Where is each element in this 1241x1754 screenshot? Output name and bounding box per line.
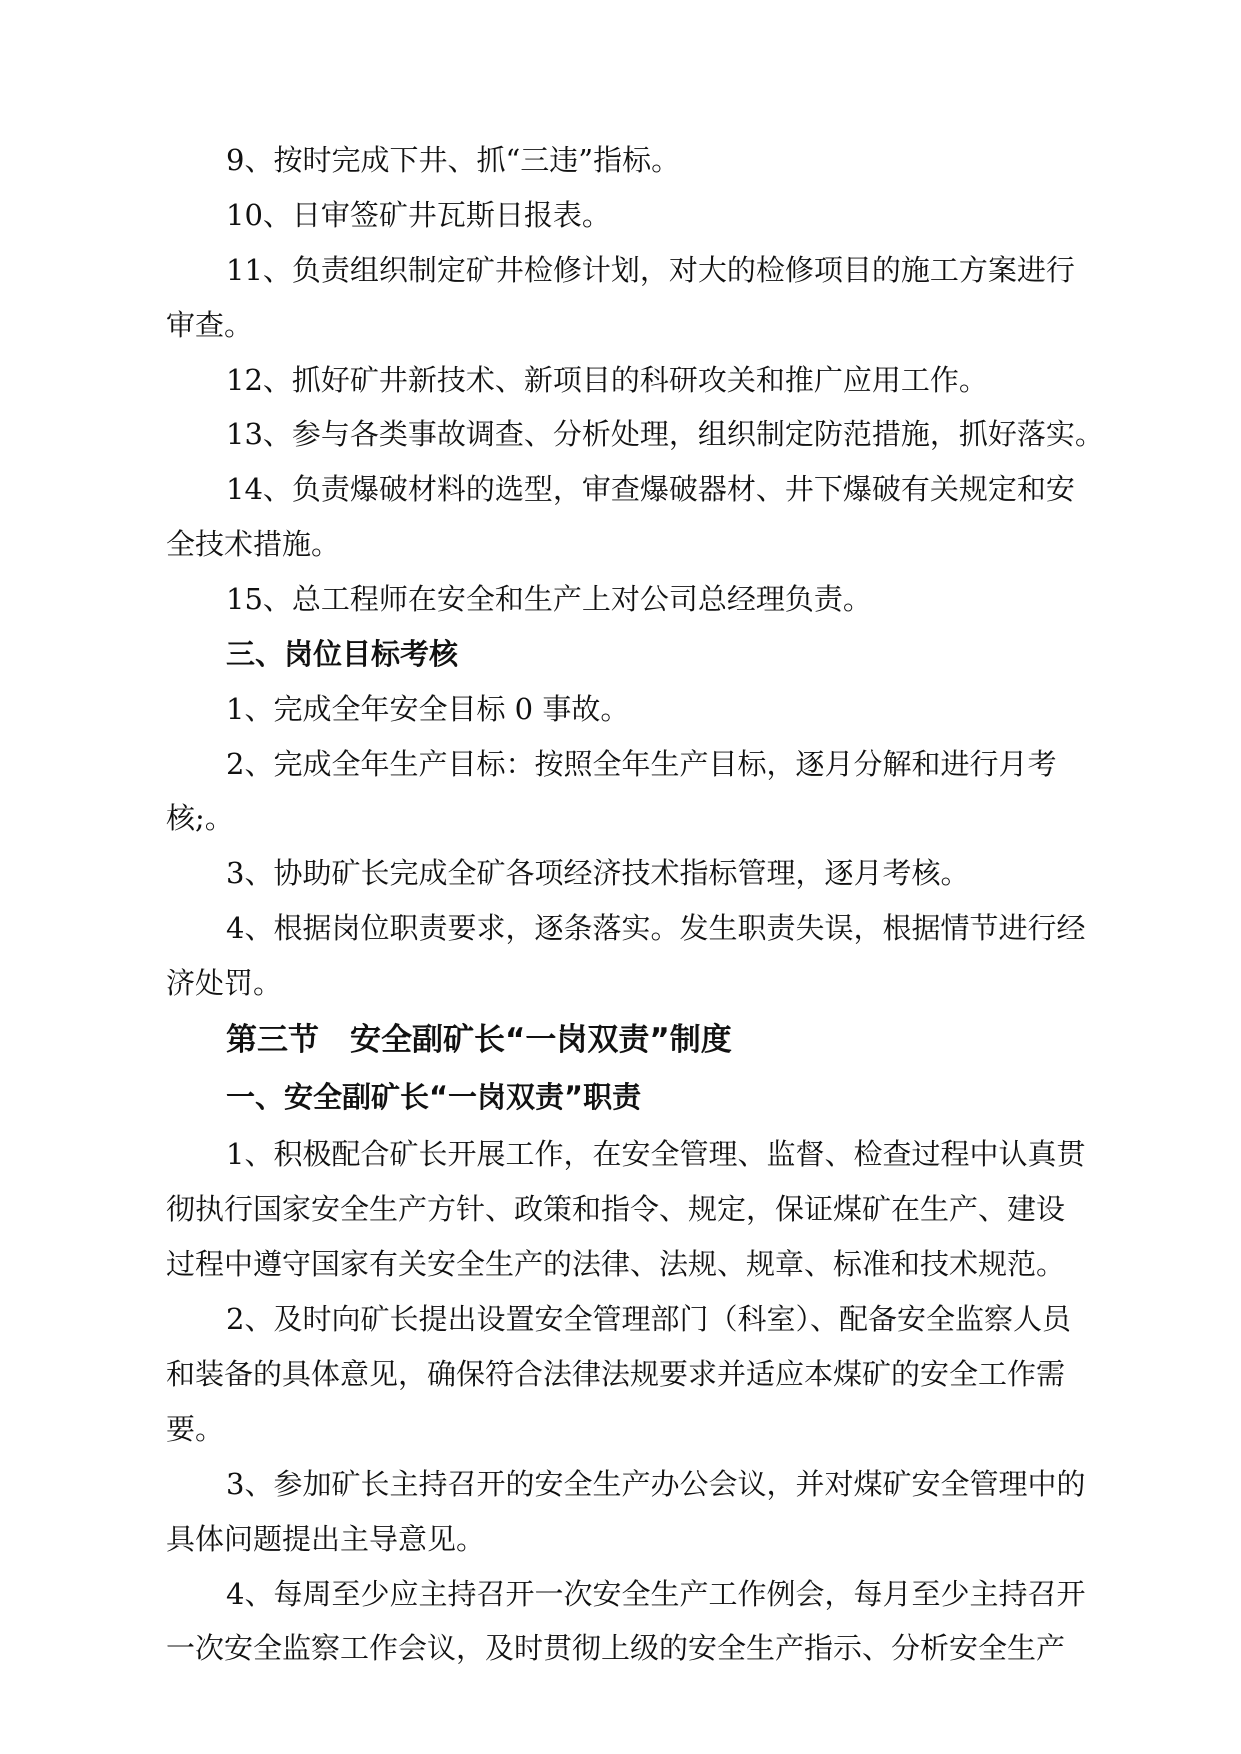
text-line: 2、及时向矿长提出设置安全管理部门（科室）、配备安全监察人员 xyxy=(226,1302,1071,1336)
text-line: 审查。 xyxy=(166,308,254,342)
text-line: 4、根据岗位职责要求，逐条落实。发生职责失误，根据情节进行经 xyxy=(226,911,1086,945)
text-line: 过程中遵守国家有关安全生产的法律、法规、规章、标准和技术规范。 xyxy=(166,1247,1066,1281)
text-line: 11、负责组织制定矿井检修计划，对大的检修项目的施工方案进行 xyxy=(226,253,1075,287)
text-line: 3、协助矿长完成全矿各项经济技术指标管理，逐月考核。 xyxy=(226,856,970,890)
text-line: 4、每周至少应主持召开一次安全生产工作例会，每月至少主持召开 xyxy=(226,1577,1086,1611)
text-line: 一次安全监察工作会议，及时贯彻上级的安全生产指示、分析安全生产 xyxy=(166,1631,1066,1665)
text-line: 13、参与各类事故调查、分析处理，组织制定防范措施，抓好落实。 xyxy=(226,417,1104,451)
text-line: 彻执行国家安全生产方针、政策和指令、规定，保证煤矿在生产、建设 xyxy=(166,1192,1066,1226)
text-line: 1、完成全年安全目标 0 事故。 xyxy=(226,692,630,726)
text-line: 2、完成全年生产目标：按照全年生产目标，逐月分解和进行月考 xyxy=(226,747,1057,781)
text-line: 要。 xyxy=(166,1412,225,1446)
text-line: 1、积极配合矿长开展工作，在安全管理、监督、检查过程中认真贯 xyxy=(226,1137,1086,1171)
text-line: 全技术措施。 xyxy=(166,527,341,561)
chapter-section-title: 第三节 安全副矿长“一岗双责”制度 xyxy=(226,1022,732,1058)
section-heading: 三、岗位目标考核 xyxy=(226,637,459,671)
text-line: 15、总工程师在安全和生产上对公司总经理负责。 xyxy=(226,582,872,616)
text-line: 14、负责爆破材料的选型，审查爆破器材、井下爆破有关规定和安 xyxy=(226,472,1075,506)
text-line: 3、参加矿长主持召开的安全生产办公会议，并对煤矿安全管理中的 xyxy=(226,1467,1086,1501)
text-line: 12、抓好矿井新技术、新项目的科研攻关和推广应用工作。 xyxy=(226,363,988,397)
text-line: 具体问题提出主导意见。 xyxy=(166,1522,486,1556)
text-line: 9、按时完成下井、抓“三违”指标。 xyxy=(226,143,681,177)
text-line: 和装备的具体意见，确保符合法律法规要求并适应本煤矿的安全工作需 xyxy=(166,1357,1066,1391)
section-heading: 一、安全副矿长“一岗双责”职责 xyxy=(226,1080,642,1114)
text-line: 济处罚。 xyxy=(166,966,283,1000)
text-line: 核;。 xyxy=(166,801,234,835)
text-line: 10、日审签矿井瓦斯日报表。 xyxy=(226,198,611,232)
